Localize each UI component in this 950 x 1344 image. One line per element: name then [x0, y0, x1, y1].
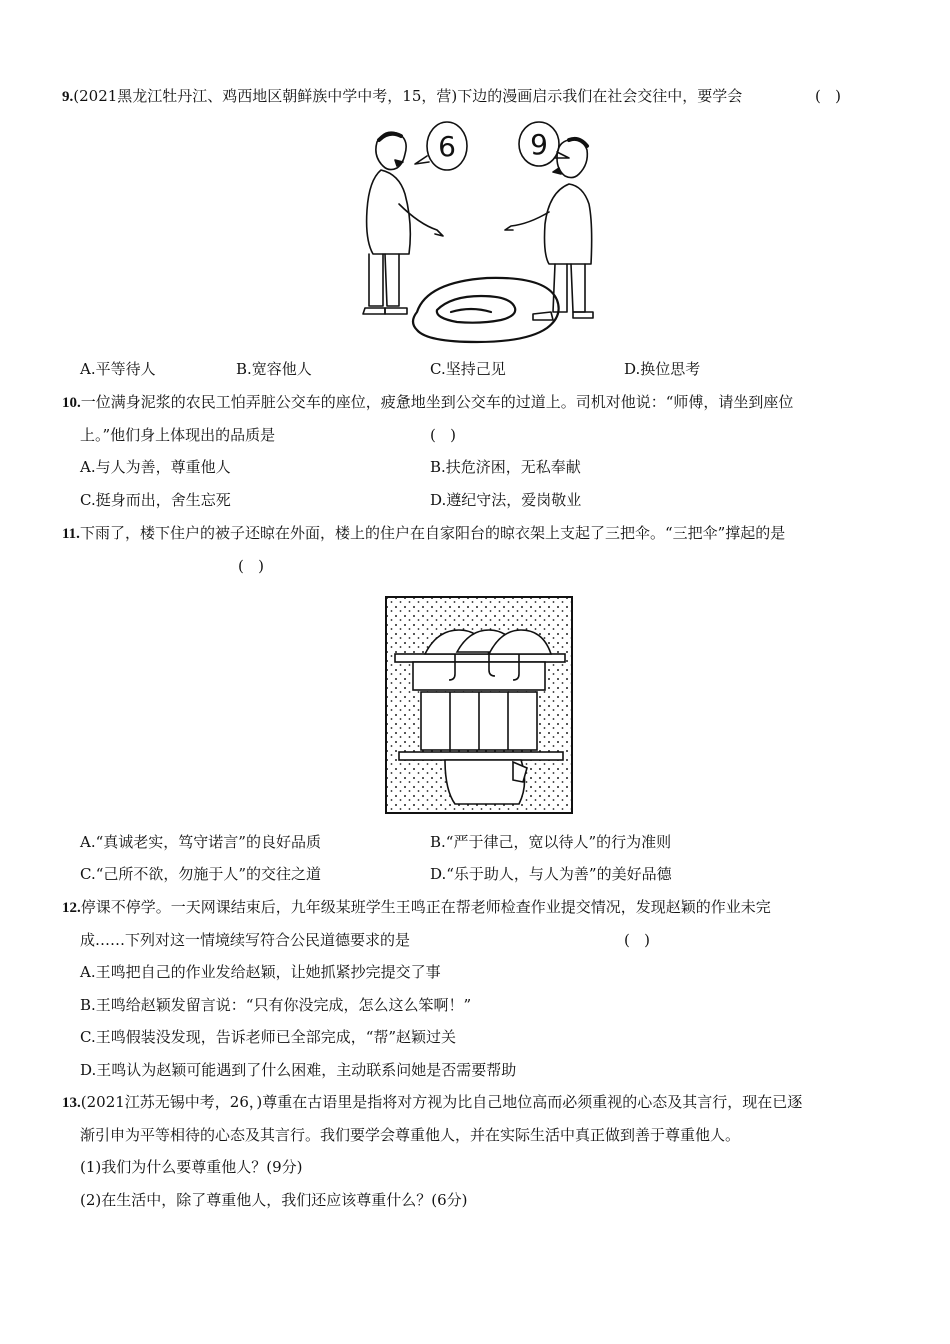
q13-number: 13. — [62, 1095, 81, 1111]
q12-stem-1: 停课不停学。一天网课结束后，九年级某班学生王鸣正在帮老师检查作业提交情况，发现赵颖的作业未完 — [80, 898, 771, 916]
q12-option-a[interactable]: A.王鸣把自己的作业发给赵颖，让她抓紧抄完提交了事 — [80, 963, 441, 981]
q11-option-a[interactable]: A.“真诚老实，笃守诺言”的良好品质 — [80, 833, 321, 851]
q11-answer-paren: ( ) — [238, 557, 265, 575]
q11-number: 11. — [62, 526, 80, 542]
q9-number: 9. — [62, 89, 74, 105]
q9-right-bubble-digit: 9 — [530, 128, 548, 161]
q11-cartoon — [385, 596, 573, 814]
q10-answer-paren: ( ) — [430, 426, 457, 444]
q9-option-d[interactable]: D.换位思考 — [624, 360, 701, 378]
q12-option-d[interactable]: D.王鸣认为赵颖可能遇到了什么困难，主动联系问她是否需要帮助 — [80, 1061, 517, 1079]
q9-option-a[interactable]: A.平等待人 — [80, 360, 156, 378]
q10-option-d[interactable]: D.遵纪守法，爱岗敬业 — [430, 491, 582, 509]
q13-subquestion-2: (2)在生活中，除了尊重他人，我们还应该尊重什么？(6分) — [80, 1191, 468, 1209]
q9-option-b[interactable]: B.宽容他人 — [236, 360, 312, 378]
q13-subquestion-1: (1)我们为什么要尊重他人？(9分) — [80, 1158, 303, 1176]
q10-option-c[interactable]: C.挺身而出，舍生忘死 — [80, 491, 231, 509]
q9-option-c[interactable]: C.坚持己见 — [430, 360, 506, 378]
q11-cartoon-svg — [385, 596, 573, 814]
q10-stem-line-2: 上。”他们身上体现出的品质是 — [80, 426, 276, 444]
q11-option-b[interactable]: B.“严于律己，宽以待人”的行为准则 — [430, 833, 672, 851]
q10-option-a[interactable]: A.与人为善，尊重他人 — [80, 458, 231, 476]
q10-number: 10. — [62, 395, 81, 411]
q12-answer-paren: ( ) — [624, 931, 651, 949]
q9-cartoon — [355, 112, 595, 344]
q13-stem-line-1 — [62, 1092, 802, 1113]
q13-stem-line-2: 渐引申为平等相待的心态及其言行。我们要学会尊重他人，并在实际生活中真正做到善于尊重他人。 — [80, 1126, 741, 1144]
q10-stem-1: 一位满身泥浆的农民工怕弄脏公交车的座位，疲惫地坐到公交车的过道上。司机对他说：“师傅，请坐到座位 — [80, 393, 794, 411]
q11-option-c[interactable]: C.“己所不欲，勿施于人”的交往之道 — [80, 865, 322, 883]
q12-option-b[interactable]: B.王鸣给赵颖发留言说：“只有你没完成，怎么这么笨啊！” — [80, 996, 472, 1014]
q10-option-b[interactable]: B.扶危济困，无私奉献 — [430, 458, 581, 476]
q9-cartoon-svg — [355, 112, 595, 344]
q9-stem: (2021黑龙江牡丹江、鸡西地区朝鲜族中学中考，15，营)下边的漫画启示我们在社会交往中，要学会 — [73, 87, 743, 105]
q9-stem-line — [62, 86, 742, 107]
q10-stem-line-1 — [62, 392, 793, 413]
q9-left-bubble-digit: 6 — [438, 130, 456, 163]
q11-stem: 下雨了，楼下住户的被子还晾在外面，楼上的住户在自家阳台的晾衣架上支起了三把伞。“三把伞”撑起的是 — [79, 524, 786, 542]
q11-stem-line — [62, 523, 785, 544]
q11-option-d[interactable]: D.“乐于助人，与人为善”的美好品德 — [430, 865, 672, 883]
q13-stem-1: (2021江苏无锡中考，26，)尊重在古语里是指将对方视为比自己地位高而必须重视的心态及其言行，现在已逐 — [80, 1093, 803, 1111]
q12-stem-line-1 — [62, 897, 771, 918]
q12-stem-line-2: 成……下列对这一情境续写符合公民道德要求的是 — [80, 931, 411, 949]
q12-number: 12. — [62, 900, 81, 916]
q9-answer-paren: ( ) — [815, 87, 842, 105]
q12-option-c[interactable]: C.王鸣假装没发现，告诉老师已全部完成，“帮”赵颖过关 — [80, 1028, 457, 1046]
